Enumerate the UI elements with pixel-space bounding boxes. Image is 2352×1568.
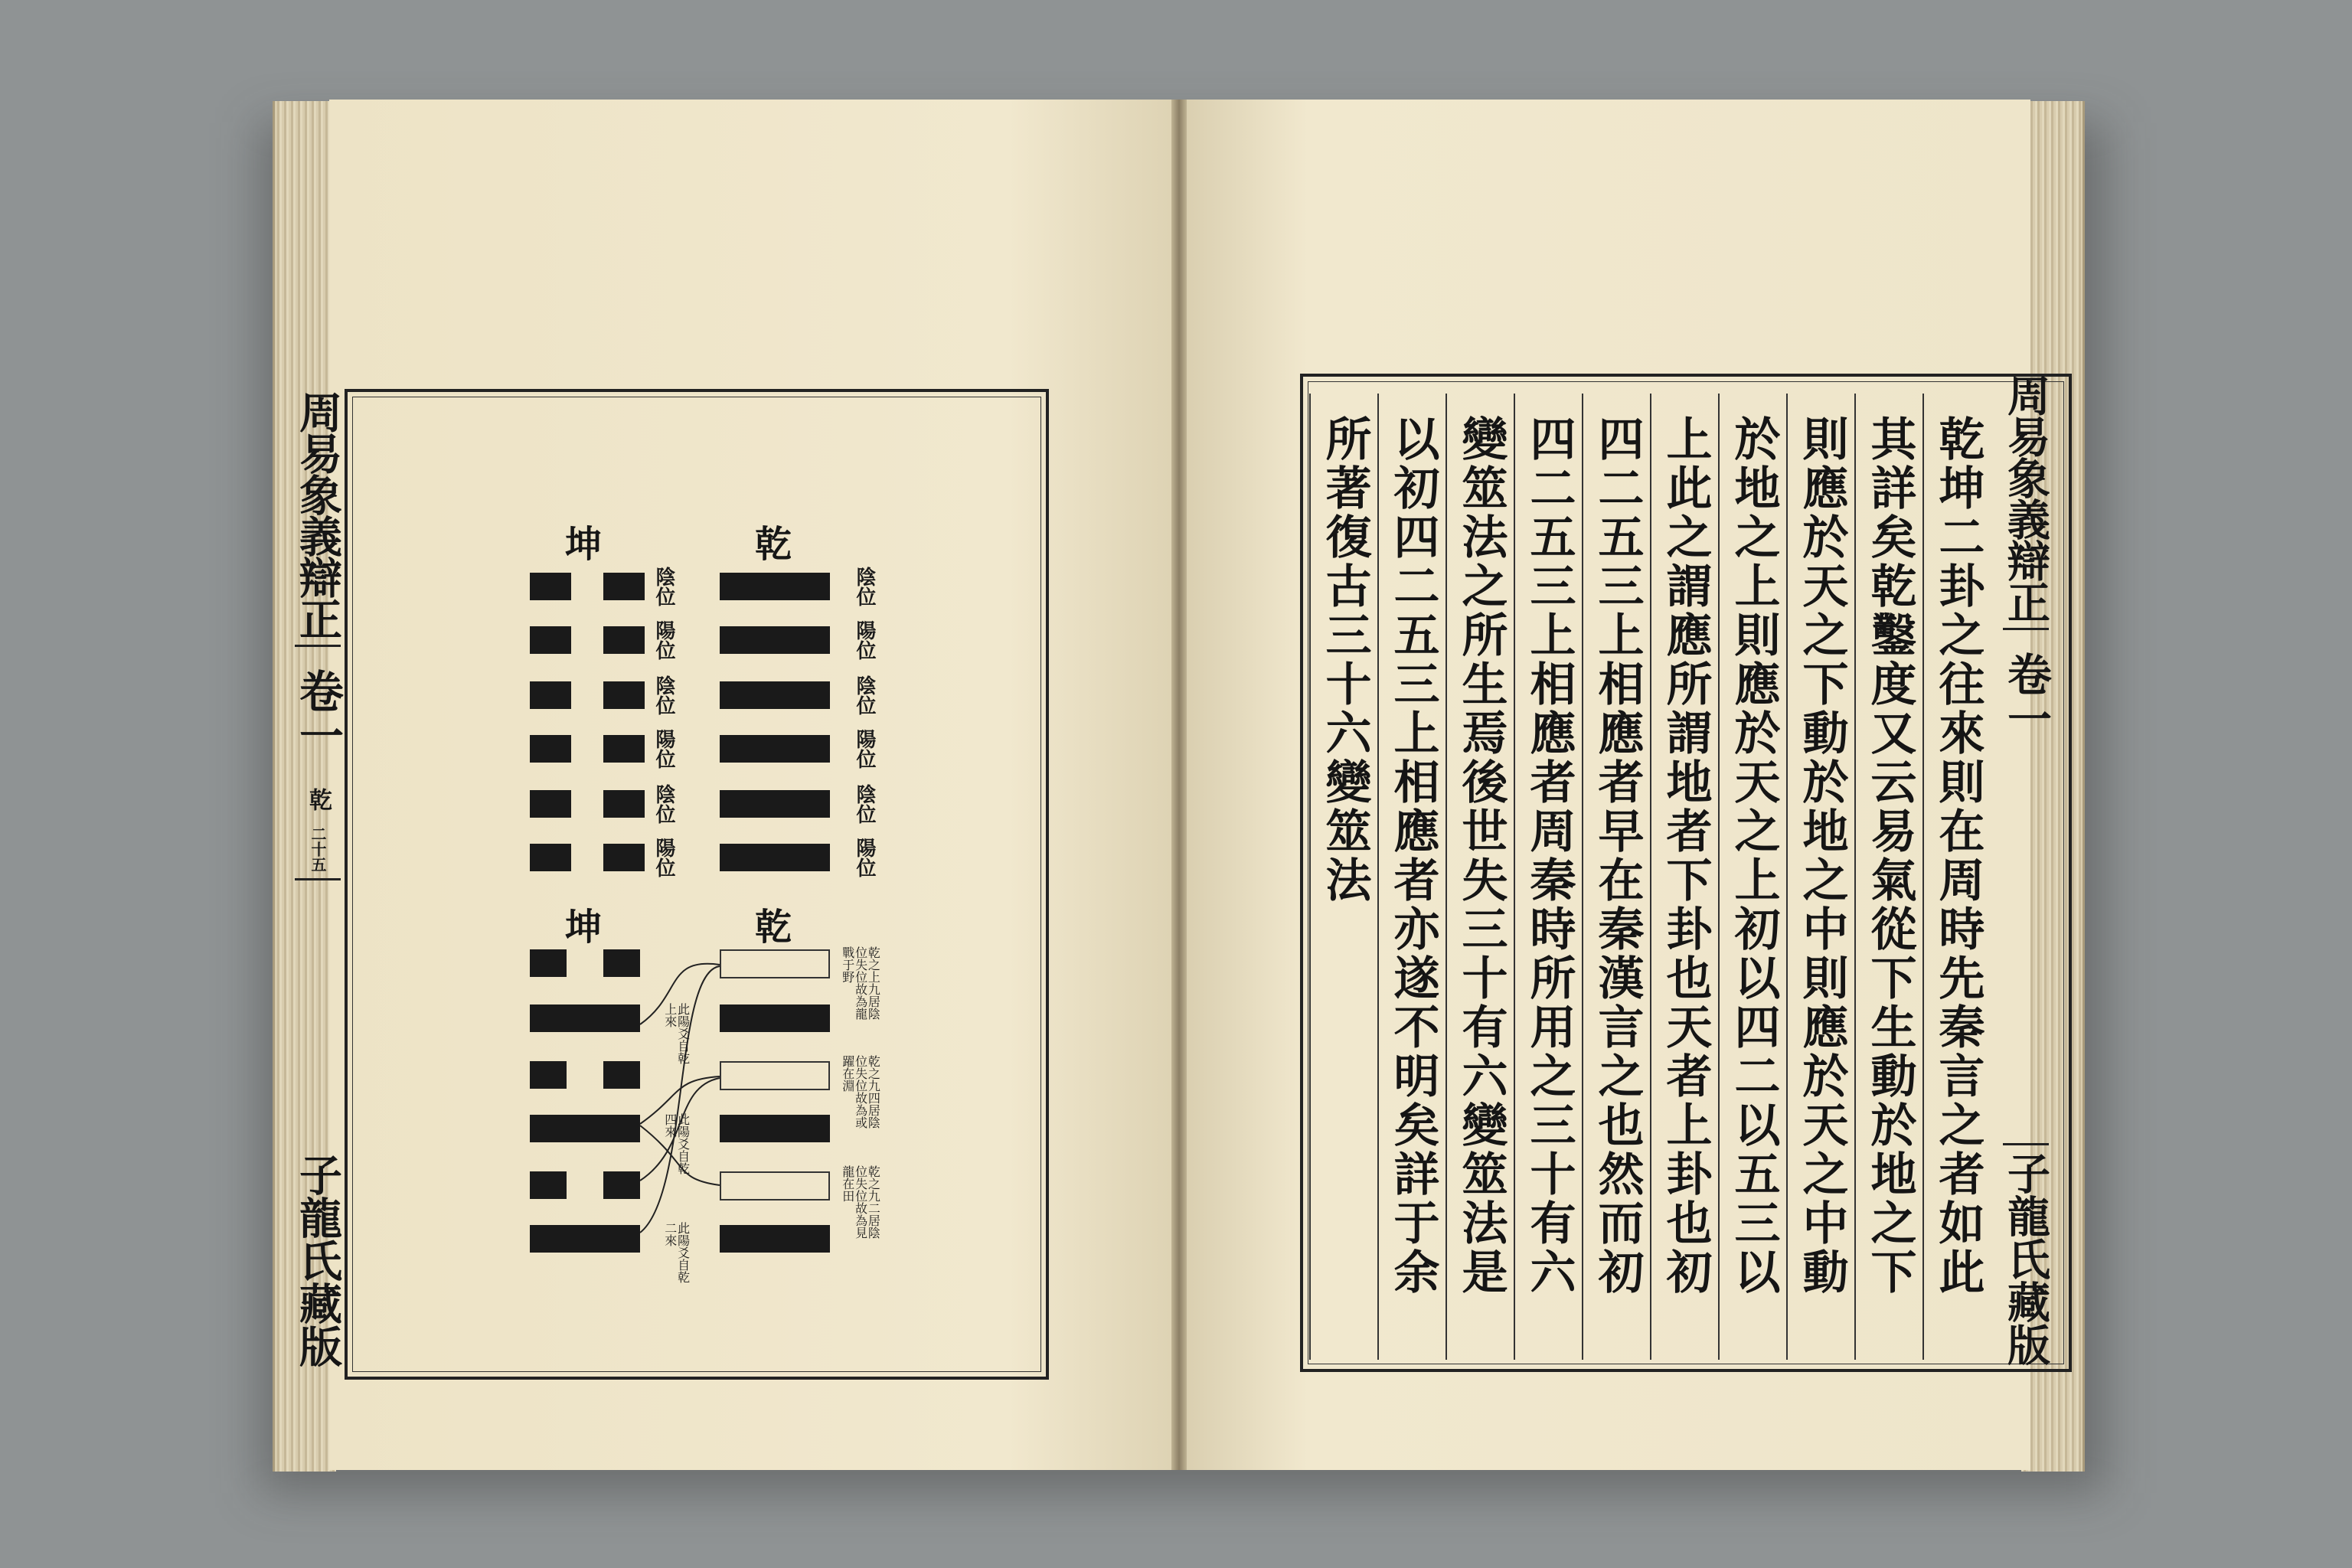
qian-position-label: 陽位 bbox=[853, 838, 876, 877]
qian-position-label: 陰位 bbox=[853, 567, 876, 606]
kun-note-middle: 此陽爻自乾四來 bbox=[662, 1113, 691, 1174]
kun-position-label: 陰位 bbox=[652, 675, 675, 715]
text-column bbox=[1377, 394, 1447, 1360]
text-column-content: 乾坤二卦之往來則在周時先秦言之者如此 bbox=[1931, 415, 1985, 1297]
margin-volume: 卷一 bbox=[292, 668, 344, 757]
text-column-content: 變筮法之所生焉後世失三十有六變筮法是 bbox=[1454, 415, 1508, 1297]
text-column-content: 所著復古三十六變筮法 bbox=[1318, 415, 1372, 905]
kun-title-upper: 坤 bbox=[565, 523, 603, 566]
qian-title-lower: 乾 bbox=[755, 906, 792, 949]
right-page-margin bbox=[1995, 374, 2056, 1369]
qian-position-label: 陰位 bbox=[853, 784, 876, 824]
margin-publisher: 子龍氏藏版 bbox=[2001, 1152, 2051, 1366]
kun-position-label: 陰位 bbox=[652, 784, 675, 824]
text-column bbox=[1718, 394, 1788, 1360]
text-column-content: 於地之上則應於天之上初以四二以五三以 bbox=[1726, 415, 1781, 1297]
kun-title-lower: 坤 bbox=[565, 906, 603, 949]
kun-note-bottom: 此陽爻自乾二來 bbox=[662, 1222, 691, 1283]
text-column bbox=[1854, 394, 1924, 1360]
text-column bbox=[1309, 394, 1379, 1360]
text-column-content: 則應於天之下動於地之中則應於天之中動 bbox=[1795, 415, 1849, 1297]
text-column bbox=[1650, 394, 1720, 1360]
kun-position-label: 陽位 bbox=[652, 729, 675, 769]
kun-position-label: 陽位 bbox=[652, 838, 675, 877]
text-column-content: 上此之謂應所謂地者下卦也天者上卦也初 bbox=[1658, 415, 1713, 1297]
text-column bbox=[1922, 394, 1992, 1360]
qian-position-label: 陽位 bbox=[853, 729, 876, 769]
qian-position-label: 陰位 bbox=[853, 675, 876, 715]
qian-note-top: 乾之上九居陰位失位故為龍戰于野 bbox=[840, 946, 881, 1020]
kun-position-label: 陰位 bbox=[652, 567, 675, 606]
margin-book-title: 周易象義辯正 bbox=[292, 390, 343, 639]
qian-position-label: 陽位 bbox=[853, 620, 876, 660]
text-column-content: 四二五三上相應者早在秦漢言之也然而初 bbox=[1590, 415, 1645, 1297]
text-column-content: 以初四二五三上相應者亦遂不明矣詳于余 bbox=[1386, 415, 1440, 1297]
text-column bbox=[1514, 394, 1583, 1360]
text-column bbox=[1446, 394, 1515, 1360]
qian-note-middle: 乾之九四居陰位失位故為或躍在淵 bbox=[840, 1055, 881, 1129]
kun-position-label: 陽位 bbox=[652, 620, 675, 660]
margin-publisher: 子龍氏藏版 bbox=[292, 1153, 343, 1367]
margin-volume: 卷一 bbox=[2000, 652, 2052, 740]
text-column bbox=[1582, 394, 1651, 1360]
margin-book-title: 周易象義辯正 bbox=[2001, 374, 2051, 622]
margin-page-number: 二十五 bbox=[309, 826, 327, 872]
text-column-content: 其詳矣乾鑿度又云易氣從下生動於地之下 bbox=[1863, 415, 1917, 1297]
qian-title-upper: 乾 bbox=[755, 523, 792, 566]
text-column-content: 四二五三上相應者周秦時所用之三十有六 bbox=[1522, 415, 1576, 1297]
margin-section: 乾 bbox=[305, 788, 332, 811]
text-column bbox=[1786, 394, 1856, 1360]
kun-note-top: 此陽爻自乾上來 bbox=[662, 1003, 691, 1064]
qian-note-bottom: 乾之九二居陰位失位故為見龍在田 bbox=[840, 1165, 881, 1239]
